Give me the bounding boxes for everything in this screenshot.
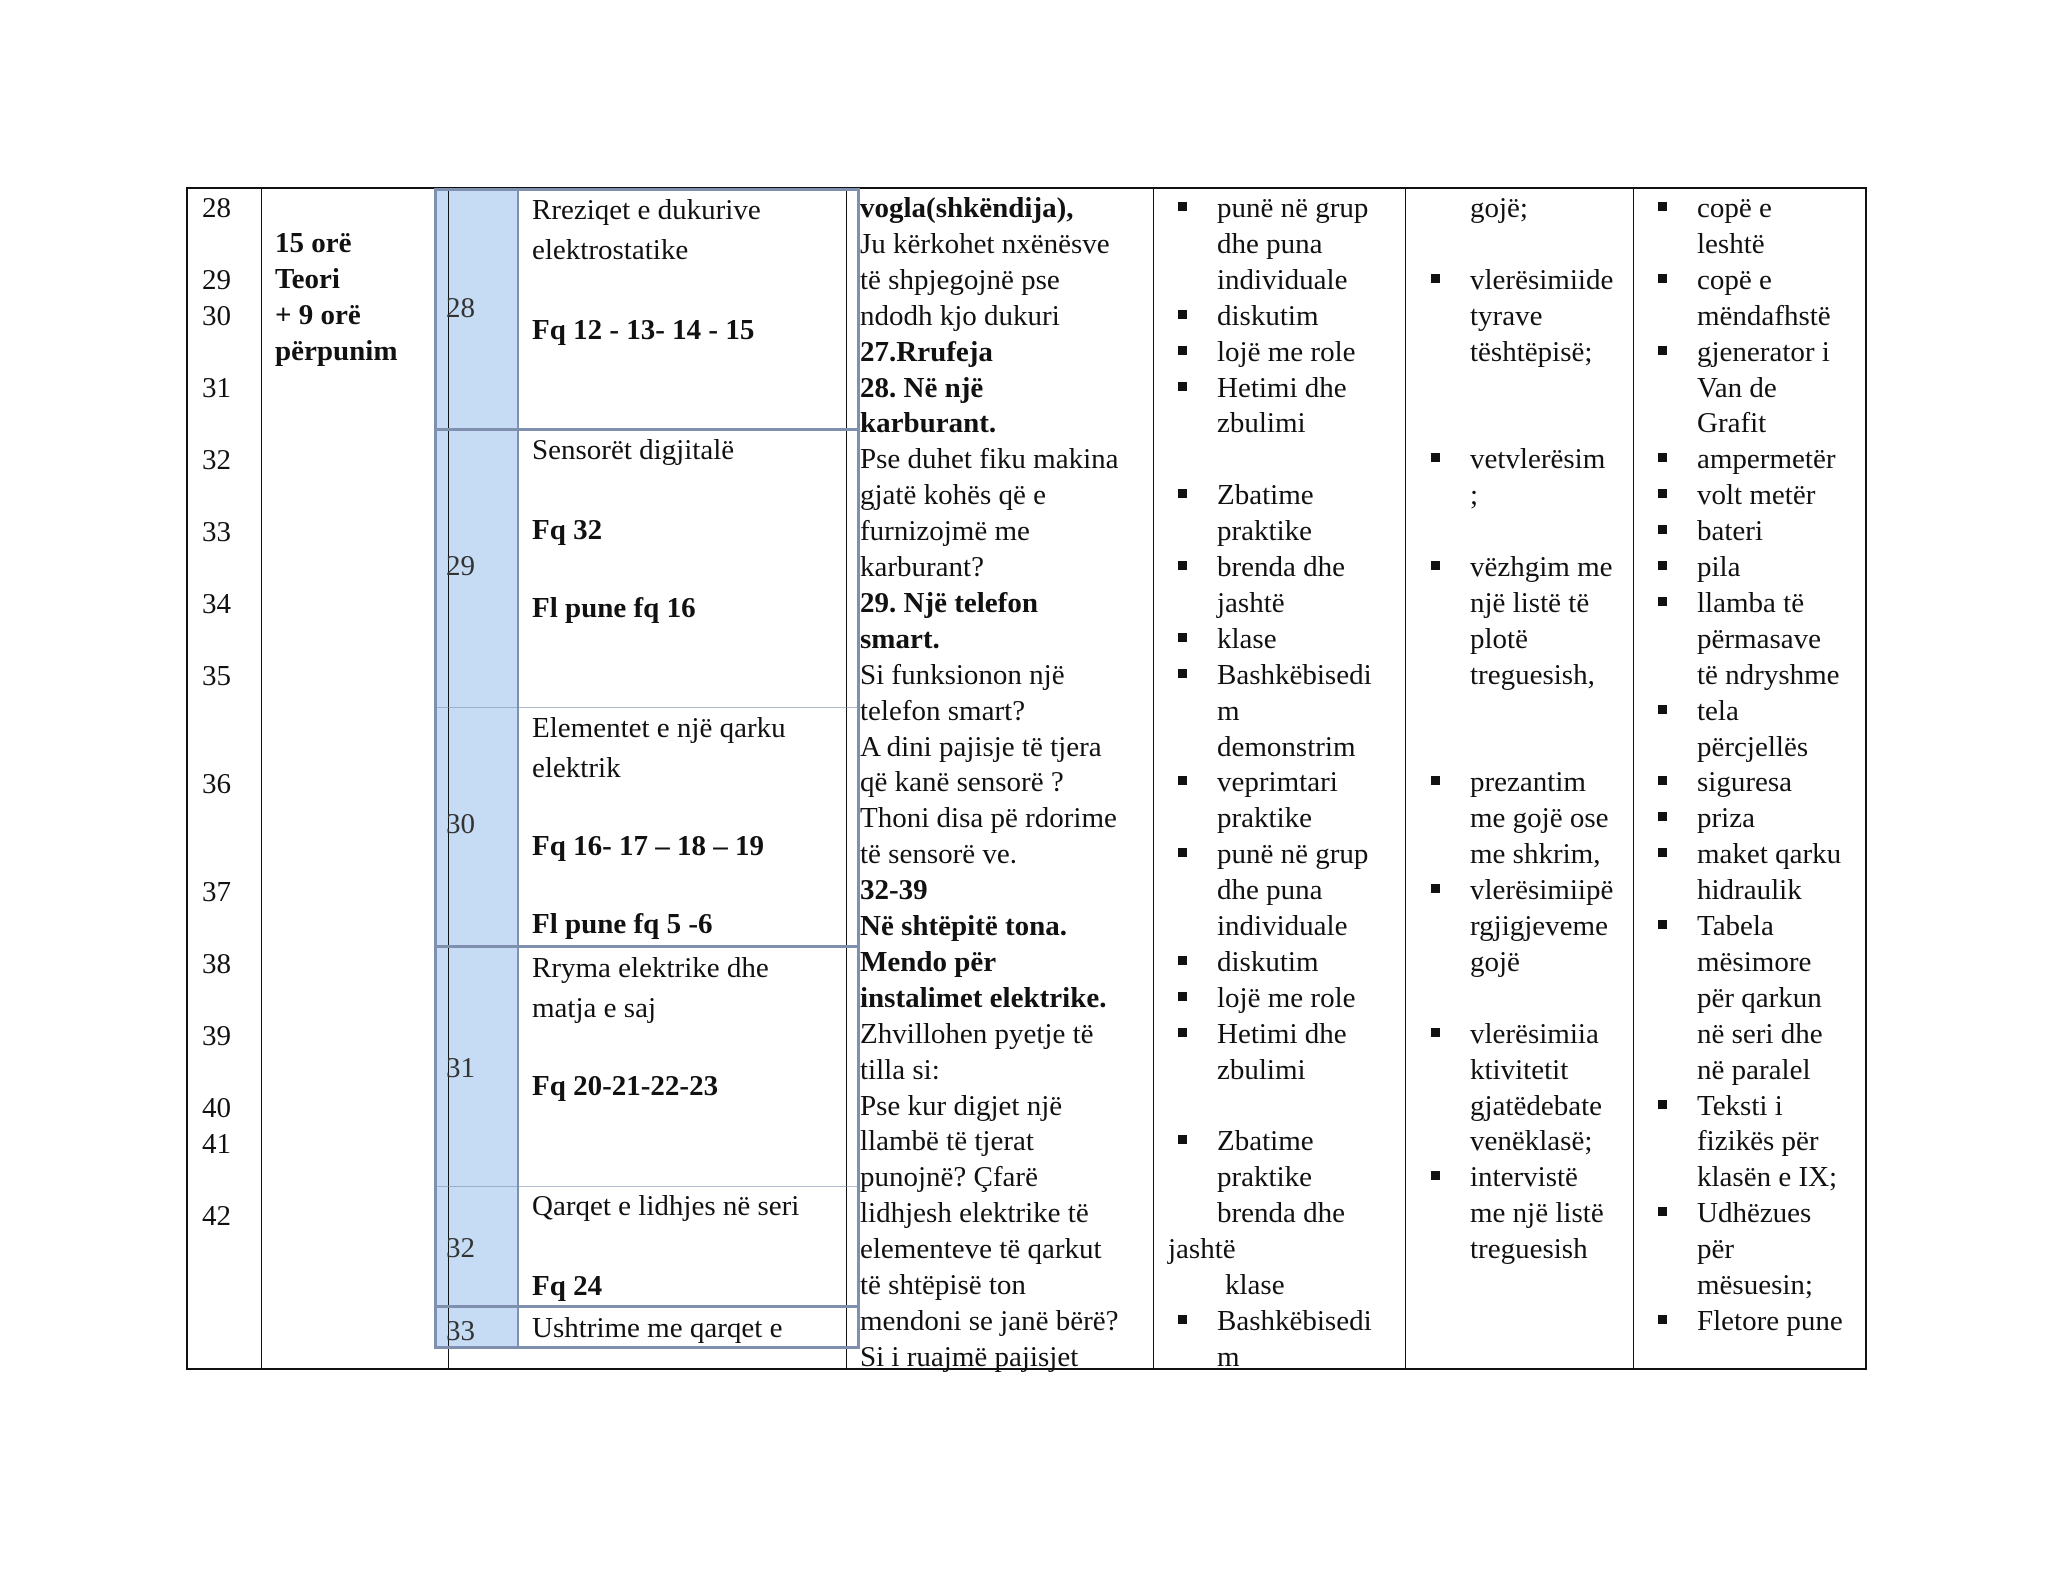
resource-bullet: [1658, 202, 1667, 211]
method-line: jashtë: [1168, 1233, 1236, 1266]
resource-bullet: [1658, 525, 1667, 534]
assessment-line: intervistë: [1470, 1161, 1578, 1194]
method-bullet: [1178, 633, 1187, 642]
method-bullet: [1178, 489, 1187, 498]
lesson-30-pages-2: Fl pune fq 5 -6: [532, 908, 713, 940]
resource-line: Tabela: [1697, 910, 1774, 942]
lesson-31-title-1: Rryma elektrike dhe: [532, 952, 769, 984]
method-line: klase: [1217, 622, 1277, 655]
assessment-line: me gojë ose: [1470, 802, 1609, 835]
situation-line: Mendo për: [860, 945, 997, 978]
assessment-bullet: [1431, 776, 1440, 785]
resource-line: Van de: [1697, 371, 1777, 404]
hours-line-3: + 9 orë: [275, 299, 361, 331]
selection-frame-top: [434, 188, 860, 191]
week-number: 39: [202, 1020, 231, 1052]
method-bullet: [1178, 310, 1187, 319]
lesson-29-pages-2: Fl pune fq 16: [532, 592, 696, 624]
method-line: praktike: [1217, 1161, 1313, 1194]
selection-inner-divider: [517, 188, 519, 1349]
resource-line: për: [1697, 1233, 1735, 1266]
assessment-bullet: [1431, 453, 1440, 462]
method-line: dhe puna: [1217, 227, 1323, 260]
situation-line: gjatë kohës që e: [860, 479, 1047, 512]
situation-line: Thoni disa pë rdorime: [860, 802, 1117, 835]
lesson-29-pages-1: Fq 32: [532, 514, 603, 546]
resource-line: fizikës për: [1697, 1125, 1819, 1158]
method-line: punë në grup: [1217, 192, 1369, 224]
assessment-line: rgjigjeveme: [1470, 910, 1608, 942]
method-line: brenda dhe: [1217, 551, 1346, 583]
resource-line: Teksti i: [1697, 1089, 1783, 1122]
resource-bullet: [1658, 920, 1667, 929]
col-sep-2: [448, 187, 449, 1370]
assessment-line: vëzhgim me: [1470, 551, 1613, 583]
hours-line-2: Teori: [275, 263, 340, 295]
situation-line: telefon smart?: [860, 694, 1026, 727]
row-divider-4: [437, 1186, 857, 1187]
method-line: individuale: [1217, 263, 1348, 296]
col-sep-4: [1153, 187, 1154, 1370]
lesson-30-pages-1: Fq 16- 17 – 18 – 19: [532, 830, 764, 862]
week-number: 38: [202, 948, 231, 980]
resource-bullet: [1658, 489, 1667, 498]
assessment-bullet: [1431, 1171, 1440, 1180]
col-sep-5: [1405, 187, 1406, 1370]
hours-line-1: 15 orë: [275, 227, 352, 259]
situation-line: 29. Një telefon: [860, 586, 1038, 619]
assessment-line: me shkrim,: [1470, 838, 1601, 871]
resource-bullet: [1658, 597, 1667, 606]
assessment-line: prezantim: [1470, 766, 1586, 799]
assessment-bullet: [1431, 561, 1440, 570]
lesson-32-title: Qarqet e lidhjes në seri: [532, 1190, 800, 1222]
situation-line: Pse duhet fiku makina: [860, 443, 1119, 476]
situation-line: tilla si:: [860, 1053, 940, 1086]
method-line: lojë me role: [1217, 335, 1356, 368]
method-bullet: [1178, 669, 1187, 678]
method-bullet: [1178, 382, 1187, 391]
method-line: m: [1217, 694, 1240, 727]
method-line: dhe puna: [1217, 874, 1323, 907]
week-number: 36: [202, 768, 231, 800]
resource-line: bateri: [1697, 515, 1764, 548]
assessment-line: ktivitetit: [1470, 1053, 1569, 1086]
resource-line: në paralel: [1697, 1053, 1811, 1086]
lesson-number-33: 33: [446, 1315, 475, 1347]
resource-bullet: [1658, 453, 1667, 462]
lesson-31-pages: Fq 20-21-22-23: [532, 1070, 719, 1102]
resource-bullet: [1658, 776, 1667, 785]
method-line: m: [1217, 1340, 1240, 1373]
lesson-number-29: 29: [446, 550, 475, 582]
method-line: zbulimi: [1217, 407, 1306, 440]
situation-line: Si i ruajmë pajisjet: [860, 1340, 1079, 1373]
method-line: brenda dhe: [1217, 1197, 1346, 1230]
method-line: praktike: [1217, 802, 1313, 835]
resource-line: siguresa: [1697, 766, 1793, 799]
resource-bullet: [1658, 1207, 1667, 1216]
method-bullet: [1178, 776, 1187, 785]
week-number: 34: [202, 588, 231, 620]
situation-line: të sensorë ve.: [860, 838, 1018, 871]
hours-line-4: përpunim: [275, 335, 398, 367]
resource-line: volt metër: [1697, 479, 1816, 512]
resource-bullet: [1658, 274, 1667, 283]
method-line: zbulimi: [1217, 1053, 1306, 1086]
week-number: 40: [202, 1092, 231, 1124]
method-bullet: [1178, 1315, 1187, 1324]
method-bullet: [1178, 202, 1187, 211]
situation-line: Ju kërkohet nxënësve: [860, 227, 1110, 260]
assessment-line: vlerësimiia: [1470, 1017, 1599, 1050]
assessment-line: venëklasë;: [1470, 1125, 1593, 1158]
method-line: Zbatime: [1217, 1125, 1314, 1158]
method-line: diskutim: [1217, 299, 1319, 332]
selection-frame-bottom: [434, 1346, 860, 1349]
situation-line: elementeve të qarkut: [860, 1233, 1102, 1266]
assessment-bullet: [1431, 1028, 1440, 1037]
method-line: individuale: [1217, 910, 1348, 942]
assessment-line: plotë: [1470, 622, 1528, 655]
method-bullet: [1178, 956, 1187, 965]
resource-line: tela: [1697, 694, 1739, 727]
method-line: klase: [1225, 1269, 1285, 1301]
resource-line: përcjellës: [1697, 730, 1809, 763]
method-line: Bashkëbisedi: [1217, 658, 1372, 691]
situation-line: 28. Në një: [860, 371, 984, 404]
situation-line: llambë të tjerat: [860, 1125, 1034, 1158]
situation-line: Pse kur digjet një: [860, 1089, 1063, 1122]
situation-line: që kanë sensorë ?: [860, 766, 1064, 799]
col-sep-6: [1633, 187, 1634, 1370]
assessment-bullet: [1431, 274, 1440, 283]
resource-line: gjenerator i: [1697, 335, 1830, 368]
assessment-line: vlerësimiide: [1470, 263, 1614, 296]
resource-line: leshtë: [1697, 227, 1765, 260]
resource-line: mësuesin;: [1697, 1269, 1813, 1301]
assessment-line: ;: [1470, 479, 1479, 512]
lesson-28-title-2: elektrostatike: [532, 234, 689, 266]
resource-line: mësimore: [1697, 945, 1812, 978]
lesson-31-title-2: matja e saj: [532, 992, 657, 1024]
situation-line: vogla(shkëndija),: [860, 192, 1074, 224]
resource-line: ampermetër: [1697, 443, 1836, 476]
resource-line: copë e: [1697, 192, 1772, 224]
week-number: 33: [202, 516, 231, 548]
assessment-line: gojë: [1470, 945, 1520, 978]
resource-line: Udhëzues: [1697, 1197, 1812, 1230]
week-number: 28: [202, 192, 231, 224]
situation-line: Zhvillohen pyetje të: [860, 1017, 1094, 1050]
situation-line: mendoni se janë bërë?: [860, 1304, 1119, 1337]
week-number: 41: [202, 1128, 231, 1160]
row-divider-1: [434, 428, 860, 431]
lesson-number-30: 30: [446, 808, 475, 840]
assessment-line: vetvlerësim: [1470, 443, 1606, 476]
lesson-30-title-2: elektrik: [532, 752, 621, 784]
resource-bullet: [1658, 848, 1667, 857]
resource-bullet: [1658, 705, 1667, 714]
resource-line: në seri dhe: [1697, 1017, 1823, 1050]
lesson-33-title: Ushtrime me qarqet e: [532, 1312, 783, 1344]
situation-line: Në shtëpitë tona.: [860, 910, 1068, 942]
lesson-29-title: Sensorët digjitalë: [532, 434, 735, 466]
method-bullet: [1178, 561, 1187, 570]
col-sep-3: [846, 187, 847, 1370]
assessment-bullet: [1431, 884, 1440, 893]
assessment-line: një listë të: [1470, 586, 1590, 619]
method-line: lojë me role: [1217, 981, 1356, 1014]
resource-line: klasën e IX;: [1697, 1161, 1838, 1194]
method-line: Hetimi dhe: [1217, 371, 1347, 404]
method-line: Bashkëbisedi: [1217, 1304, 1372, 1337]
situation-line: karburant.: [860, 407, 997, 440]
situation-line: 27.Rrufeja: [860, 335, 993, 368]
method-bullet: [1178, 848, 1187, 857]
resource-line: copë e: [1697, 263, 1772, 296]
resource-line: për qarkun: [1697, 981, 1822, 1014]
resource-line: Fletore pune: [1697, 1304, 1843, 1337]
situation-line: Si funksionon një: [860, 658, 1065, 691]
resource-line: Grafit: [1697, 407, 1767, 440]
assessment-line: vlerësimiipë: [1470, 874, 1614, 907]
method-line: praktike: [1217, 515, 1313, 548]
assessment-line: me një listë: [1470, 1197, 1604, 1230]
week-number: 30: [202, 300, 231, 332]
col-sep-1: [261, 187, 262, 1370]
lesson-number-31: 31: [446, 1052, 475, 1084]
week-number: 32: [202, 444, 231, 476]
resource-line: llamba të: [1697, 586, 1805, 619]
row-divider-2: [437, 707, 857, 708]
method-line: jashtë: [1217, 586, 1285, 619]
lesson-28-pages: Fq 12 - 13- 14 - 15: [532, 314, 755, 346]
situation-line: 32-39: [860, 874, 928, 907]
week-number: 31: [202, 372, 231, 404]
method-bullet: [1178, 1028, 1187, 1037]
situation-line: të shtëpisë ton: [860, 1269, 1026, 1301]
resource-bullet: [1658, 812, 1667, 821]
situation-line: A dini pajisje të tjera: [860, 730, 1102, 763]
row-divider-3: [434, 945, 860, 948]
situation-line: instalimet elektrike.: [860, 981, 1107, 1014]
resource-line: të ndryshme: [1697, 658, 1840, 691]
lesson-32-pages: Fq 24: [532, 1270, 603, 1302]
assessment-line: treguesish,: [1470, 658, 1595, 691]
lesson-30-title-1: Elementet e një qarku: [532, 712, 786, 744]
method-bullet: [1178, 992, 1187, 1001]
resource-bullet: [1658, 561, 1667, 570]
resource-bullet: [1658, 346, 1667, 355]
method-line: punë në grup: [1217, 838, 1369, 871]
assessment-line: treguesish: [1470, 1233, 1588, 1266]
week-number: 29: [202, 264, 231, 296]
method-line: Zbatime: [1217, 479, 1314, 512]
lesson-28-title-1: Rreziqet e dukurive: [532, 194, 761, 226]
situation-line: karburant?: [860, 551, 984, 583]
row-divider-5: [434, 1305, 860, 1308]
lesson-number-highlight: [437, 190, 519, 1347]
situation-line: të shpjegojnë pse: [860, 263, 1060, 296]
assessment-line: tështëpisë;: [1470, 335, 1593, 368]
week-number: 42: [202, 1200, 231, 1232]
method-line: diskutim: [1217, 945, 1319, 978]
resource-line: përmasave: [1697, 622, 1821, 655]
situation-line: lidhjesh elektrike të: [860, 1197, 1089, 1230]
table-border-right: [1865, 187, 1867, 1370]
method-line: demonstrim: [1217, 730, 1356, 763]
selection-frame-left: [434, 188, 437, 1349]
resource-bullet: [1658, 1315, 1667, 1324]
method-line: Hetimi dhe: [1217, 1017, 1347, 1050]
assessment-line: gojë;: [1470, 192, 1528, 224]
week-number: 35: [202, 660, 231, 692]
assessment-line: tyrave: [1470, 299, 1543, 332]
resource-line: maket qarku: [1697, 838, 1842, 871]
resource-line: priza: [1697, 802, 1755, 835]
table-border-left: [186, 187, 188, 1370]
lesson-number-28: 28: [446, 292, 475, 324]
resource-bullet: [1658, 1100, 1667, 1109]
situation-line: punojnë? Çfarë: [860, 1161, 1038, 1194]
method-bullet: [1178, 1135, 1187, 1144]
situation-line: furnizojmë me: [860, 515, 1030, 548]
assessment-line: gjatëdebate: [1470, 1089, 1603, 1122]
week-number: 37: [202, 876, 231, 908]
resource-line: pila: [1697, 551, 1741, 583]
situation-line: smart.: [860, 622, 940, 655]
method-line: veprimtari: [1217, 766, 1338, 799]
lesson-number-32: 32: [446, 1232, 475, 1264]
method-bullet: [1178, 346, 1187, 355]
situation-line: ndodh kjo dukuri: [860, 299, 1060, 332]
resource-line: hidraulik: [1697, 874, 1802, 907]
resource-line: mëndafhstë: [1697, 299, 1831, 332]
